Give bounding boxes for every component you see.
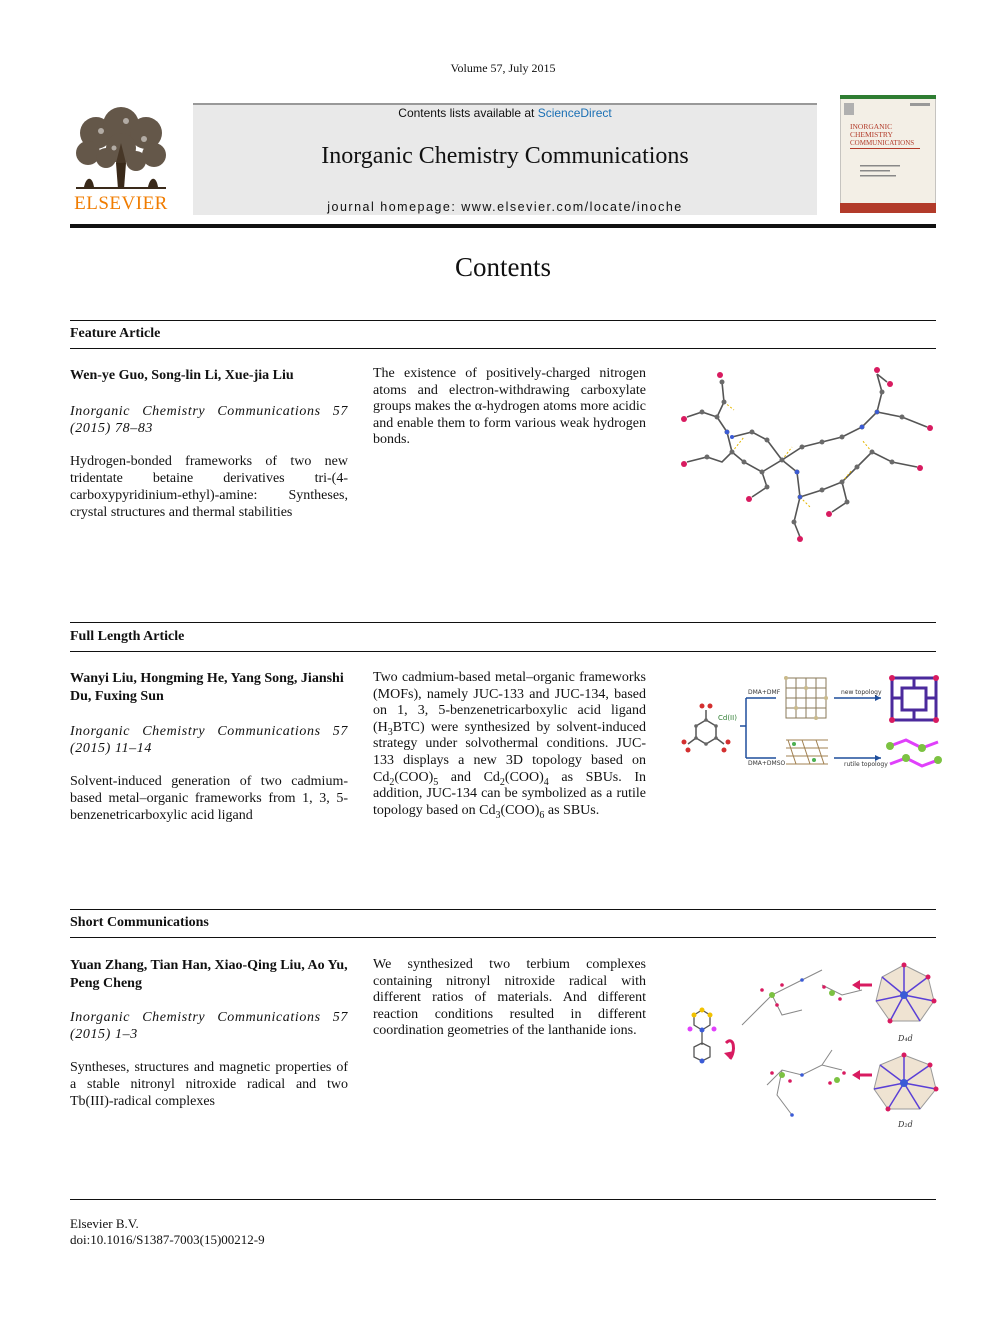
article-citation-link[interactable]: Inorganic Chemistry Communications 57 (2015) 11–14 xyxy=(70,724,348,756)
section-heading-feature-article: Feature Article xyxy=(70,326,161,341)
mof-scheme-image xyxy=(676,668,942,790)
journal-cover-thumbnail[interactable] xyxy=(840,95,936,213)
section-rule xyxy=(70,651,936,652)
elsevier-logo[interactable] xyxy=(66,103,176,215)
volume-line: Volume 57, July 2015 xyxy=(450,61,556,75)
article-abstract: We synthesized two terbium complexes containing nitronyl nitroxide radical with different ratios of materials. And different reaction conditions resulted in different coordination geometries of the lanthanide ions. xyxy=(373,957,646,1039)
graphical-abstract-tb-radical-complexes[interactable] xyxy=(672,955,942,1135)
cd-ii-label: Cd(II) xyxy=(718,714,737,722)
article-abstract: The existence of positively-charged nitrogen atoms and electron-withdrawing carboxylate groups makes the α-hydrogen atoms more acidic and enable them to form various weak hydrogen bonds. xyxy=(373,366,646,448)
header-divider xyxy=(70,224,936,228)
d4d-symmetry-label: D₄d xyxy=(898,1034,913,1043)
article-citation-link[interactable]: Inorganic Chemistry Communications 57 (2015) 78–83 xyxy=(70,404,348,436)
article-authors: Wen-ye Guo, Song-lin Li, Xue-jia Liu xyxy=(70,368,294,383)
svg-text:COMMUNICATIONS: COMMUNICATIONS xyxy=(850,139,915,147)
graphical-abstract-hydrogen-bonded-framework[interactable] xyxy=(672,362,942,544)
article-abstract: Two cadmium-based metal–organic frameworks (MOFs), namely JUC-133 and JUC-134, based on 1, 3, 5-benzenetricarboxylic acid ligand $(H_3BTC)$ were synthesized by solvent-induced strategy under solvothermal conditions. JUC-133 displays a new 3D topology based on $Cd_2(COO)_5$ and $Cd_2(COO)_4$ as SBUs. In addition, JUC-134 can be symbolized as a rutile topology based on $Cd_3(COO)_6$ as SBUs. xyxy=(373,670,646,821)
section-rule xyxy=(70,622,936,623)
journal-masthead xyxy=(193,103,817,215)
footer-rule xyxy=(70,1199,936,1200)
section-rule xyxy=(70,348,936,349)
page-title: Contents xyxy=(454,252,551,282)
contents-available-line: Contents lists available at ScienceDirect xyxy=(398,106,612,120)
article-authors: Yuan Zhang, Tian Han, Xiao-Qing Liu, Ao Yu, Peng Cheng xyxy=(70,958,348,991)
article-citation-link[interactable]: Inorganic Chemistry Communications 57 (2015) 1–3 xyxy=(70,1010,348,1042)
graphical-abstract-mof-synthesis[interactable] xyxy=(676,668,942,790)
tb-complex-scheme-image xyxy=(672,955,942,1135)
article-title-link[interactable]: Syntheses, structures and magnetic properties of a stable nitronyl nitroxide radical and two Tb(III)-radical complexes xyxy=(70,1060,348,1109)
article-title-link[interactable]: Solvent-induced generation of two cadmium-based metal–organic frameworks from 1, 3, 5-benzenetricarboxylic acid ligand xyxy=(70,774,348,823)
journal-homepage-link[interactable]: journal homepage: www.elsevier.com/locate/inoche xyxy=(327,200,683,214)
sciencedirect-link[interactable]: ScienceDirect xyxy=(537,106,612,120)
svg-text:CHEMISTRY: CHEMISTRY xyxy=(850,130,893,139)
footer-publisher: Elsevier B.V. xyxy=(70,1216,139,1231)
journal-cover-image xyxy=(840,95,936,213)
new-topology-label: new topology xyxy=(841,689,882,696)
section-heading-full-length-article: Full Length Article xyxy=(70,629,185,644)
elsevier-wordmark: ELSEVIER xyxy=(74,193,168,214)
section-rule xyxy=(70,937,936,938)
section-rule xyxy=(70,320,936,321)
svg-text:INORGANIC: INORGANIC xyxy=(850,122,893,131)
article-authors: Wanyi Liu, Hongming He, Yang Song, Jianshi Du, Fuxing Sun xyxy=(70,671,344,704)
dma-dmf-label: DMA+DMF xyxy=(748,689,781,696)
article-title-link[interactable]: Hydrogen-bonded frameworks of two new tridentate betaine derivatives tri-(4-carboxypyridinium-ethyl)-amine: Syntheses, crystal structures and thermal stabilities xyxy=(70,454,348,520)
dma-dmso-label: DMA+DMSO xyxy=(748,760,786,767)
footer-doi-link[interactable]: doi:10.1016/S1387-7003(15)00212-9 xyxy=(70,1232,265,1247)
section-rule xyxy=(70,909,936,910)
rutile-topology-label: rutile topology xyxy=(844,761,888,768)
d2d-symmetry-label: D₂d xyxy=(898,1120,913,1129)
section-heading-short-communications: Short Communications xyxy=(70,915,209,930)
crystal-structure-image xyxy=(672,362,942,544)
journal-title: Inorganic Chemistry Communications xyxy=(321,143,689,169)
